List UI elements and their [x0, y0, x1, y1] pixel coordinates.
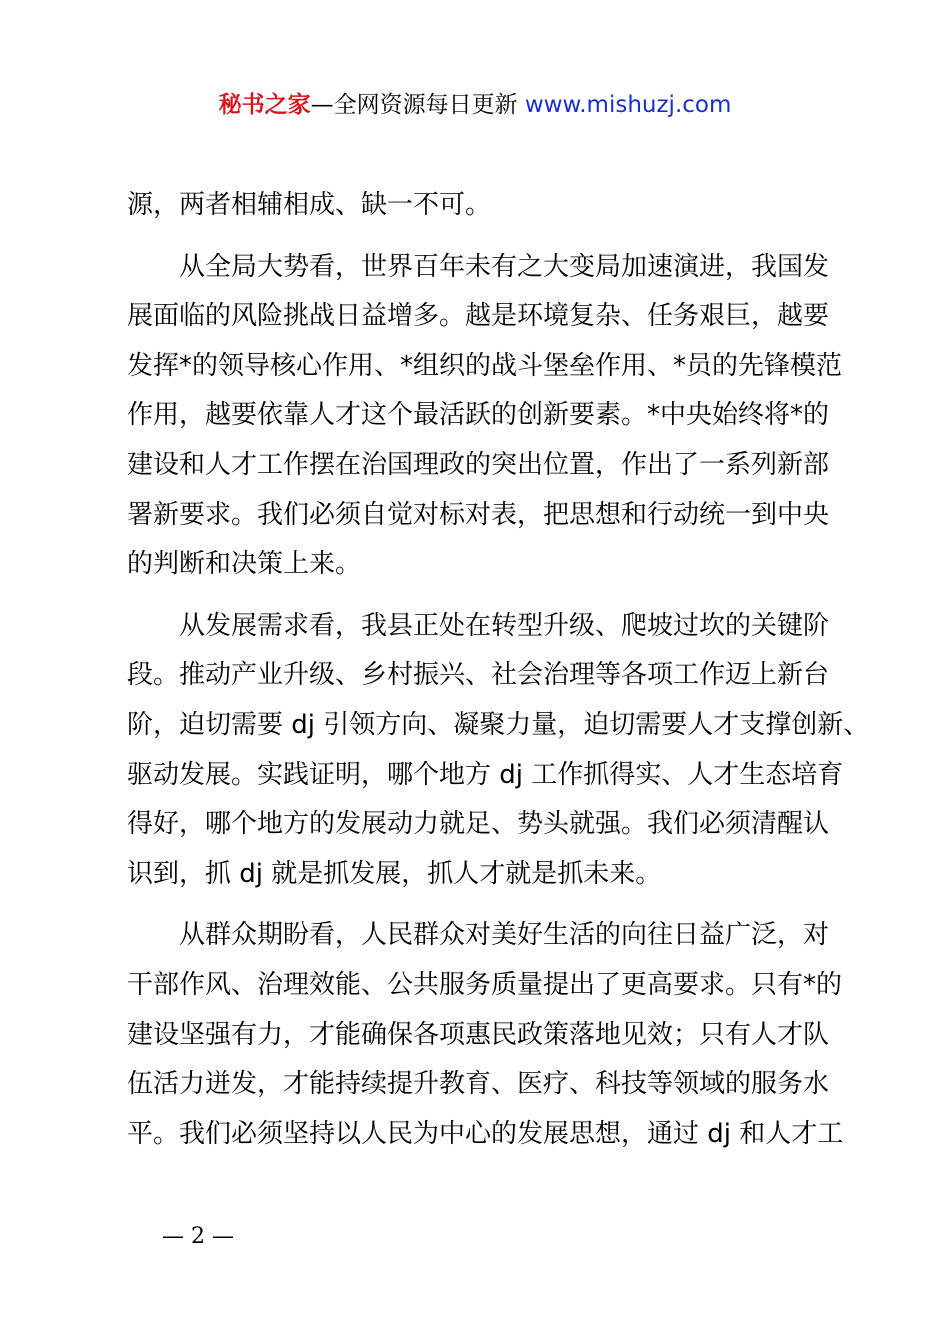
text-line: 阶，迫切需要 dj 引领方向、凝聚力量，迫切需要人才支撑创新、	[127, 709, 870, 740]
text-line: 识到，抓 dj 就是抓发展，抓人才就是抓未来。	[127, 858, 662, 889]
text-line: 伍活力迸发，才能持续提升教育、医疗、科技等领域的服务水	[127, 1069, 830, 1100]
site-tagline: —全网资源每日更新	[310, 92, 525, 118]
paragraph	[127, 911, 844, 1159]
text-line: 源，两者相辅相成、缺一不可。	[127, 190, 492, 220]
paragraph	[127, 243, 843, 590]
text-line: 段。推动产业升级、乡村振兴、社会治理等各项工作迈上新台	[127, 660, 830, 691]
text-line: 署新要求。我们必须自觉对标对表，把思想和行动统一到中央	[127, 499, 830, 530]
text-line: 作用，越要依靠人才这个最活跃的创新要素。*中央始终将*的	[127, 400, 830, 431]
site-url[interactable]: www.mishuzj.com	[524, 92, 732, 118]
text-line: 平。我们必须坚持以人民为中心的发展思想，通过 dj 和人才工	[127, 1118, 844, 1149]
paragraph	[127, 602, 870, 900]
text-line: 干部作风、治理效能、公共服务质量提出了更高要求。只有*的	[127, 969, 843, 1000]
text-line: 从群众期盼看，人民群众对美好生活的向往日益广泛，对	[179, 920, 830, 951]
document-body	[127, 181, 870, 1159]
text-line: 建设和人才工作摆在治国理政的突出位置，作出了一系列新部	[127, 449, 830, 480]
text-line: 的判断和决策上来。	[127, 549, 362, 580]
text-line: 从发展需求看，我县正处在转型升级、爬坡过坎的关键阶	[179, 610, 830, 641]
text-line: 发挥*的领导核心作用、*组织的战斗堡垒作用、*员的先锋模范	[127, 350, 843, 381]
text-line: 从全局大势看，世界百年未有之大变局加速演进，我国发	[179, 251, 830, 282]
page-header	[0, 88, 950, 122]
text-line: 驱动发展。实践证明，哪个地方 dj 工作抓得实、人才生态培育	[127, 759, 844, 790]
site-brand: 秘书之家	[218, 92, 311, 118]
text-line: 得好，哪个地方的发展动力就足、势头就强。我们必须清醒认	[127, 809, 830, 840]
text-line: 建设坚强有力，才能确保各项惠民政策落地见效；只有人才队	[127, 1019, 830, 1050]
page-number: — 2 —	[162, 1224, 234, 1249]
text-line: 展面临的风险挑战日益增多。越是环境复杂、任务艰巨，越要	[127, 301, 830, 332]
paragraph	[127, 181, 837, 231]
